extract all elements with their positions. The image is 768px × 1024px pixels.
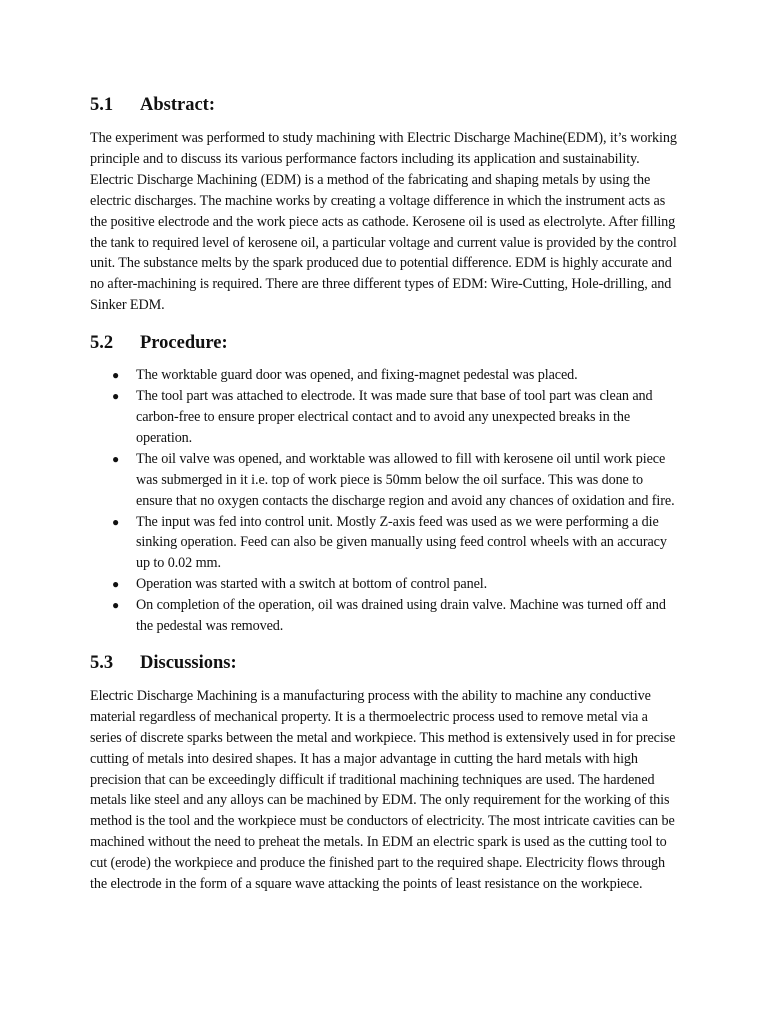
section-title: Procedure: — [140, 333, 228, 354]
bullet-icon: ● — [112, 368, 120, 383]
bullet-icon: ● — [112, 389, 120, 404]
procedure-item: ● The input was fed into control unit. Mostly Z-axis feed was used as we were performing a die sinking operation. Feed can also be given manually using feed control wheels with an accuracy up to 0.02 mm. — [112, 513, 667, 572]
procedure-item: ● The worktable guard door was opened, and fixing-magnet pedestal was placed. — [90, 365, 678, 386]
abstract-paragraph: The experiment was performed to study machining with Electric Discharge Machine(EDM), it’s working principle and to discuss its various performance factors including its application and sustainability. Electric Discharge Machining (EDM) is a method of the fabricating and shaping metals by using the electric discharges. The machine works by creating a voltage difference in which the instrument acts as the positive electrode and the work piece acts as cathode. Kerosene oil is used as electrolyte. After filling the tank to required level of kerosene oil, a particular voltage and current value is provided by the control unit. The substance melts by the spark produced due to potential difference. EDM is highly accurate and no after-machining is required. There are three different types of EDM: Wire-Cutting, Hole-drilling, and Sinker EDM. — [90, 130, 677, 314]
procedure-item: ● On completion of the operation, oil was drained using drain valve. Machine was turned off and the pedestal was removed. — [112, 597, 666, 635]
bullet-icon: ● — [112, 598, 120, 613]
procedure-item: ● Operation was started with a switch at bottom of control panel. — [90, 574, 678, 595]
procedure-item: ● The tool part was attached to electrode. It was made sure that base of tool part was clean and carbon-free to ensure proper electrical contact and to avoid any unexpected breaks in the operation. — [112, 388, 653, 446]
procedure-list — [90, 365, 678, 637]
section-number: 5.1 — [90, 95, 114, 115]
discussions-paragraph: Electric Discharge Machining is a manufacturing process with the ability to machine any conductive material regardless of mechanical property. It is a thermoelectric process used to remove metal via a series of discrete sparks between the metal and workpiece. This method is extensively used in for precise cutting of metals into desired shapes. It has a major advantage in cutting the hard metals with high precision that can be exceedingly difficult if traditional machining techniques are used. The hardened metals like steel and any alloys can be machined by EDM. The only requirement for the working of this method is the tool and the workpiece must be conductors of electricity. The most intricate cavities can be machined without the need to preheat the metals. In EDM an electric spark is used as the cutting tool to cut (erode) the workpiece and produce the finished part to the required shape. Electricity flows through the electrode in the form of a square wave attacking the points of least resistance on the workpiece. — [90, 687, 676, 893]
section-heading-discussions — [90, 650, 678, 676]
section-heading-abstract — [90, 92, 678, 118]
bullet-icon: ● — [112, 577, 120, 592]
section-number: 5.2 — [90, 333, 114, 354]
bullet-icon: ● — [112, 514, 120, 529]
procedure-item: ● The oil valve was opened, and worktable was allowed to fill with kerosene oil until work piece was submerged in it i.e. top of work piece is 50mm below the oil surface. This was done to ensure that no oxygen contacts the discharge region and avoid any chances of oxidation and fire. — [112, 450, 675, 509]
section-title: Abstract: — [140, 95, 216, 115]
section-heading-procedure — [90, 330, 678, 356]
section-title: Discussions: — [140, 652, 237, 673]
section-number: 5.3 — [90, 652, 114, 673]
document-page — [90, 92, 678, 895]
bullet-icon: ● — [112, 451, 120, 466]
